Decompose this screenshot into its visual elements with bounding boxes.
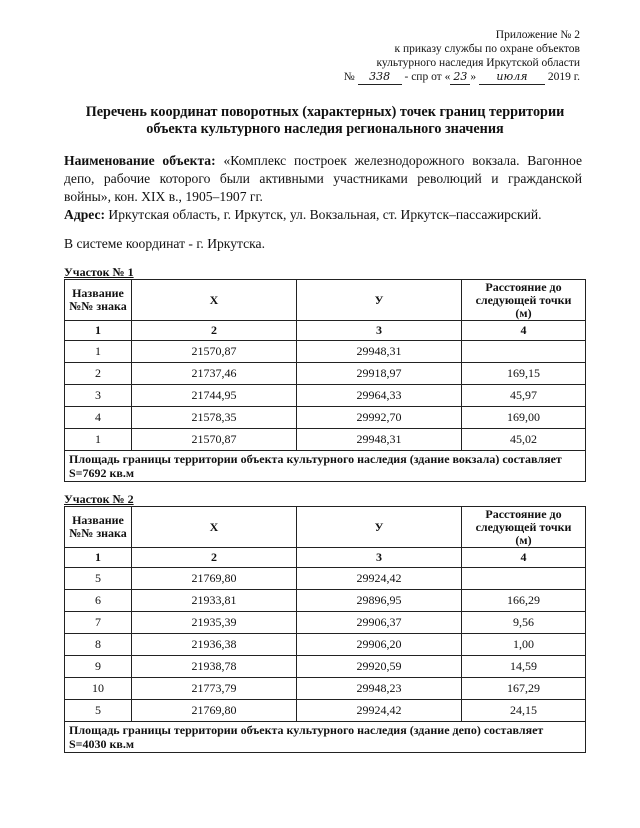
section-2-table	[64, 506, 586, 753]
table-row	[65, 407, 586, 429]
distance-value: 45,02	[462, 429, 586, 451]
distance-value	[462, 341, 586, 363]
distance-value: 24,15	[462, 700, 586, 722]
object-label: Наименование объекта:	[64, 153, 216, 168]
table-row	[65, 612, 586, 634]
object-description	[64, 152, 582, 206]
order-quote-close: »	[470, 71, 477, 83]
section-2-title: Участок № 2	[64, 492, 134, 506]
order-number: 338	[358, 70, 402, 85]
table-header-row	[65, 280, 586, 321]
y-value: 29924,42	[297, 700, 462, 722]
table-row	[65, 363, 586, 385]
x-value: 21570,87	[132, 341, 297, 363]
distance-value: 167,29	[462, 678, 586, 700]
appendix-line-1: Приложение № 2	[495, 29, 580, 41]
section-1-table	[64, 279, 586, 482]
distance-value: 45,97	[462, 385, 586, 407]
table-row	[65, 568, 586, 590]
point-name: 9	[65, 656, 132, 678]
distance-value: 166,29	[462, 590, 586, 612]
page-title	[40, 104, 610, 138]
appendix-line-3: культурного наследия Иркутской области	[376, 57, 580, 69]
address-line	[64, 206, 582, 224]
y-value: 29906,37	[297, 612, 462, 634]
y-value: 29918,97	[297, 363, 462, 385]
address-text: Иркутская область, г. Иркутск, ул. Вокзальная, ст. Иркутск–пассажирский.	[108, 207, 542, 222]
table-row	[65, 590, 586, 612]
section-1-title: Участок № 1	[64, 265, 134, 279]
point-name: 1	[65, 341, 132, 363]
col-num-1: 1	[65, 548, 132, 568]
distance-value: 14,59	[462, 656, 586, 678]
x-value: 21570,87	[132, 429, 297, 451]
order-day: 23	[450, 70, 470, 85]
coord-system: В системе координат - г. Иркутска.	[64, 236, 265, 251]
area-row	[65, 451, 586, 482]
table-row	[65, 341, 586, 363]
distance-value	[462, 568, 586, 590]
col-num-2: 2	[132, 548, 297, 568]
area-row	[65, 722, 586, 753]
x-value: 21769,80	[132, 700, 297, 722]
point-name: 2	[65, 363, 132, 385]
point-name: 5	[65, 700, 132, 722]
point-name: 8	[65, 634, 132, 656]
header-col-x: X	[132, 280, 297, 321]
x-value: 21936,38	[132, 634, 297, 656]
distance-value: 169,15	[462, 363, 586, 385]
point-name: 10	[65, 678, 132, 700]
x-value: 21744,95	[132, 385, 297, 407]
header-col-y: У	[297, 507, 462, 548]
col-num-3: 3	[297, 548, 462, 568]
x-value: 21933,81	[132, 590, 297, 612]
x-value: 21737,46	[132, 363, 297, 385]
point-name: 6	[65, 590, 132, 612]
y-value: 29906,20	[297, 634, 462, 656]
point-name: 1	[65, 429, 132, 451]
col-num-2: 2	[132, 321, 297, 341]
section-2-area: Площадь границы территории объекта культурного наследия (здание депо) составляет S=4030 кв.м	[65, 722, 586, 753]
y-value: 29948,31	[297, 341, 462, 363]
column-number-row	[65, 321, 586, 341]
table-row	[65, 700, 586, 722]
header-col-distance: Расстояние до следующей точки (м)	[462, 280, 586, 321]
header-col-name: Название №№ знака	[65, 507, 132, 548]
y-value: 29948,23	[297, 678, 462, 700]
order-year: 2019 г.	[547, 71, 580, 83]
x-value: 21578,35	[132, 407, 297, 429]
y-value: 29920,59	[297, 656, 462, 678]
object-text: «Комплекс построек железнодорожного вокзала. Вагонное депо, рабочие которого были активными участниками революций и гражданской войны», кон. XIX в., 1905–1907 гг.	[64, 153, 582, 204]
header-col-x: X	[132, 507, 297, 548]
appendix-block	[344, 28, 580, 85]
appendix-line-2: к приказу службы по охране объектов	[394, 43, 580, 55]
y-value: 29992,70	[297, 407, 462, 429]
order-prefix: №	[343, 71, 355, 83]
section-1-area: Площадь границы территории объекта культурного наследия (здание вокзала) составляет S=7692 кв.м	[65, 451, 586, 482]
point-name: 5	[65, 568, 132, 590]
point-name: 4	[65, 407, 132, 429]
col-num-4: 4	[462, 321, 586, 341]
order-month: июля	[479, 70, 545, 85]
col-num-3: 3	[297, 321, 462, 341]
header-col-name: Название №№ знака	[65, 280, 132, 321]
title-line-2: объекта культурного наследия регионального значения	[146, 121, 504, 137]
order-mid: - спр от «	[404, 71, 451, 83]
table-row	[65, 429, 586, 451]
address-label: Адрес:	[64, 207, 106, 222]
x-value: 21938,78	[132, 656, 297, 678]
x-value: 21935,39	[132, 612, 297, 634]
column-number-row	[65, 548, 586, 568]
col-num-1: 1	[65, 321, 132, 341]
col-num-4: 4	[462, 548, 586, 568]
table-row	[65, 385, 586, 407]
y-value: 29964,33	[297, 385, 462, 407]
table-row	[65, 634, 586, 656]
header-col-distance: Расстояние до следующей точки (м)	[462, 507, 586, 548]
title-line-1: Перечень координат поворотных (характерных) точек границ территории	[85, 104, 565, 120]
distance-value: 9,56	[462, 612, 586, 634]
table-header-row	[65, 507, 586, 548]
y-value: 29924,42	[297, 568, 462, 590]
x-value: 21769,80	[132, 568, 297, 590]
y-value: 29948,31	[297, 429, 462, 451]
distance-value: 1,00	[462, 634, 586, 656]
table-row	[65, 678, 586, 700]
header-col-y: У	[297, 280, 462, 321]
table-row	[65, 656, 586, 678]
point-name: 7	[65, 612, 132, 634]
point-name: 3	[65, 385, 132, 407]
y-value: 29896,95	[297, 590, 462, 612]
x-value: 21773,79	[132, 678, 297, 700]
distance-value: 169,00	[462, 407, 586, 429]
order-line	[344, 70, 580, 85]
